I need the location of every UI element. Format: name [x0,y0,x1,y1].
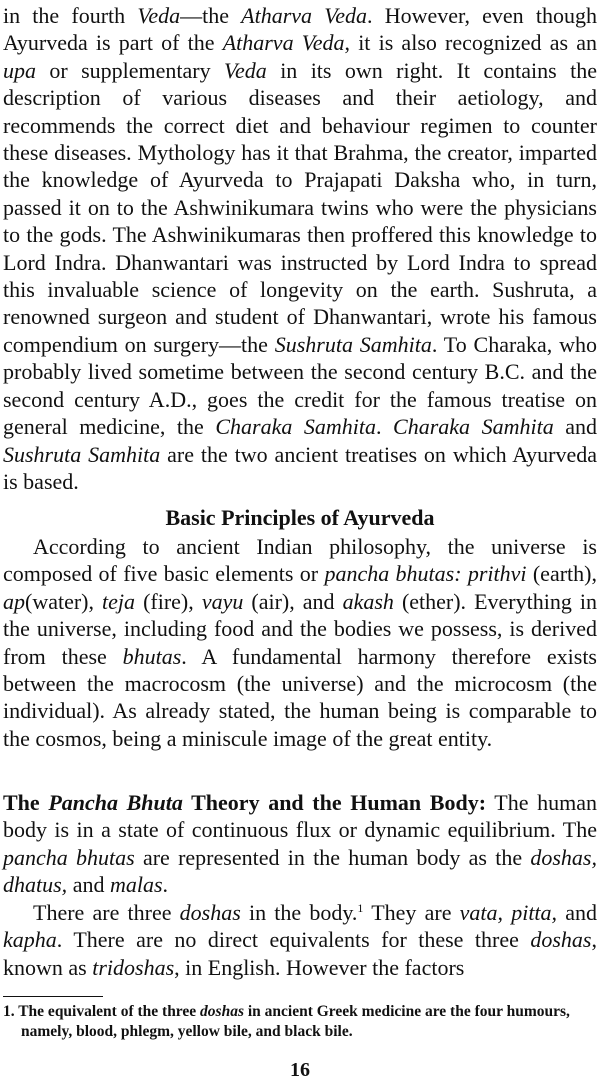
text-run: and [67,872,110,898]
text-run: Theory and the Human Body: [182,790,487,815]
italic-term: Atharva Veda [222,30,345,56]
text-run: —the [180,3,242,28]
italic-term: akash [342,588,394,614]
italic-term: upa [3,57,36,83]
italic-term: teja [102,588,136,614]
text-run: There are three [33,900,180,925]
text-run: . [162,872,169,898]
italic-term: tridoshas [92,954,175,980]
text-run: . A fundamental harmony therefore exists between the macrocosm (the universe) and the microcosm (the individual). As already stated, the human being is comparable to the cosmos, being a miniscule image of the great entity. [3,643,597,751]
italic-term: bhutas [122,643,182,669]
text-run: (ether). Everything in the universe, including food and the bodies we possess, is derived from these [3,588,597,669]
italic-term: Sushruta Samhita [274,331,432,357]
text-run: in its own right. It contains the description of various diseases and their aetiology, and recommends the correct diet and behaviour regimen to counter these diseases. Mythology has it that Brahma, the creator, imparted the knowledge of Ayurveda to Prajapati Daksha who, in turn, passed it on to the Ashwinikumara twins who were the physicians to the gods. The Ashwinikumaras then proffered this knowledge to Lord Indra. Dhanwantari was instructed by Lord Indra to spread this invaluable science of longevity on the earth. Sushruta, a renowned surgeon and student of Dhanwantari, wrote his famous compendium on surgery—the [3,57,597,357]
body-paragraph-pancha-bhuta-theory [3,789,597,899]
italic-term: Charaka Samhita [215,414,376,440]
italic-term: vata, pitta, [459,900,558,925]
italic-term: malas [109,872,163,898]
text-run: and [557,900,597,925]
text-run: . However, even though Ayurveda is part of the [3,3,597,56]
text-run: in the fourth [3,3,138,28]
italic-term: Atharva Veda [241,3,368,28]
italic-term: Charaka Samhita [393,414,554,440]
italic-term: Sushruta Samhita [3,441,161,467]
text-run: . To Charaka, who probably lived sometime between the second century B.C. and the second century A.D., goes the credit for the famous treatise on general medicine, the [3,331,598,440]
text-run: (fire), [135,588,202,614]
italic-term: vayu [201,588,244,614]
text-run: , it is also recognized as an [344,30,597,56]
footnote-divider [3,996,103,997]
body-paragraph-three-doshas [3,899,597,981]
text-run: , known as [3,927,597,980]
text-run: , in English. However the factors [174,954,465,980]
text-run: and [553,414,598,440]
text-run: (air), and [243,588,343,614]
body-paragraph-ayurveda-origins [3,2,597,495]
page-number: 16 [290,1059,310,1081]
text-run: are represented in the human body as the [134,844,531,870]
italic-term: pancha bhutas: prithvi [324,561,527,587]
text-run: (water), [25,588,103,614]
text-run: in the body. [240,900,358,925]
text-run: are the two ancient treatises on which Ayurveda is based. [3,441,597,494]
italic-term: pancha bhutas [3,844,135,870]
text-run: The [3,790,49,815]
italic-term: doshas [179,900,241,925]
text-run: 1. The equivalent of the three [3,1003,201,1020]
italic-term: Veda [137,3,181,28]
text-run: . There are no direct equivalents for these three [56,927,531,953]
italic-term: doshas, dhatus, [3,844,597,898]
section-heading: Basic Principles of Ayurveda [165,505,435,530]
italic-term: doshas [530,927,592,953]
text-run: (earth), [526,561,597,587]
body-paragraph-five-elements [3,533,597,752]
italic-term: doshas [200,1003,244,1020]
text-run: According to ancient Indian philosophy, the universe is composed of five basic elements or [3,534,597,587]
run-in-heading [3,790,486,815]
text-run: in ancient Greek medicine are the four humours, namely, blood, phlegm, yellow bile, and black bile. [21,1003,570,1040]
text-run: or supplementary [36,57,225,83]
text-run: The human body is in a state of continuous flux or dynamic equilibrium. The [3,790,597,843]
footnote [3,1002,597,1042]
italic-term: Pancha Bhuta [48,790,183,815]
text-run: They are [363,900,460,925]
italic-term: Veda [224,57,267,83]
text-run: . [376,414,394,440]
italic-term: kapha [3,927,57,953]
italic-term: ap [3,588,25,614]
footnote-reference: 1 [357,901,364,915]
